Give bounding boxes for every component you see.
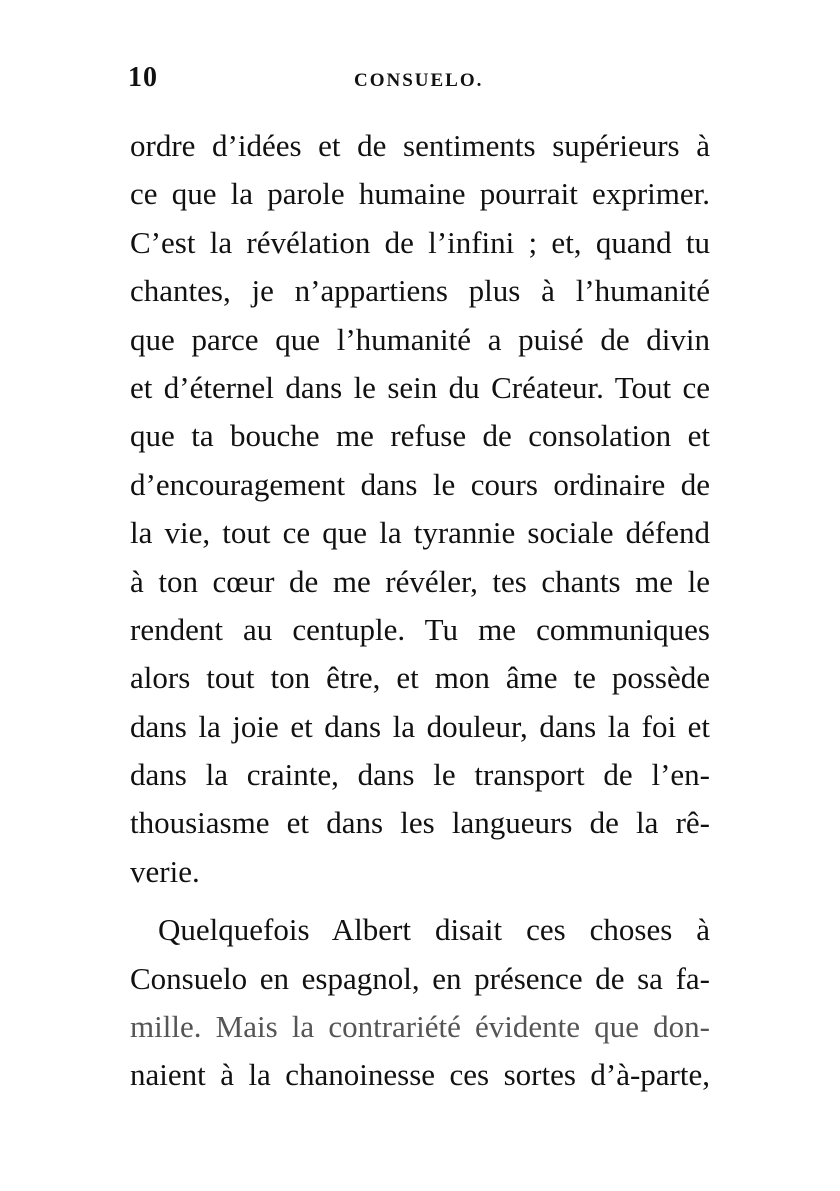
text-line: chantes, je n’appartiens plus à l’humanité — [130, 273, 710, 309]
text-line: dans la joie et dans la douleur, dans la foi et — [130, 708, 710, 744]
text-line: mille. Mais la contrariété évidente que don- — [130, 1009, 710, 1045]
text-line: à ton cœur de me révéler, tes chants me le — [130, 563, 710, 599]
text-line: d’encouragement dans le cours ordinaire de — [130, 466, 710, 502]
text-line: ordre d’idées et de sentiments supérieurs à — [130, 128, 710, 163]
body-text — [130, 122, 710, 1100]
text-line: thousiasme et dans les langueurs de la rê- — [130, 805, 710, 841]
text-line: naient à la chanoinesse ces sortes d’à-parte, — [130, 1057, 710, 1093]
text-line: ce que la parole humaine pourrait exprimer. — [130, 176, 710, 212]
text-line: dans la crainte, dans le transport de l’en- — [130, 757, 710, 793]
page-number: 10 — [128, 62, 158, 93]
paragraph-end-line: verie. — [130, 853, 200, 889]
text-line: que parce que l’humanité a puisé de divin — [130, 321, 710, 357]
paragraph-start-line: Quelquefois Albert disait ces choses à — [158, 912, 710, 948]
text-line: la vie, tout ce que la tyrannie sociale défend — [130, 515, 710, 551]
running-title: CONSUELO. — [354, 70, 484, 91]
text-line: rendent au centuple. Tu me communiques — [130, 611, 710, 647]
text-line: que ta bouche me refuse de consolation et — [130, 418, 710, 454]
text-line: alors tout ton être, et mon âme te possède — [130, 660, 710, 696]
running-head — [128, 62, 718, 96]
text-line: et d’éternel dans le sein du Créateur. Tout ce — [130, 369, 710, 405]
text-line: C’est la révélation de l’infini ; et, quand tu — [130, 224, 710, 260]
text-line: Consuelo en espagnol, en présence de sa fa- — [130, 960, 710, 996]
